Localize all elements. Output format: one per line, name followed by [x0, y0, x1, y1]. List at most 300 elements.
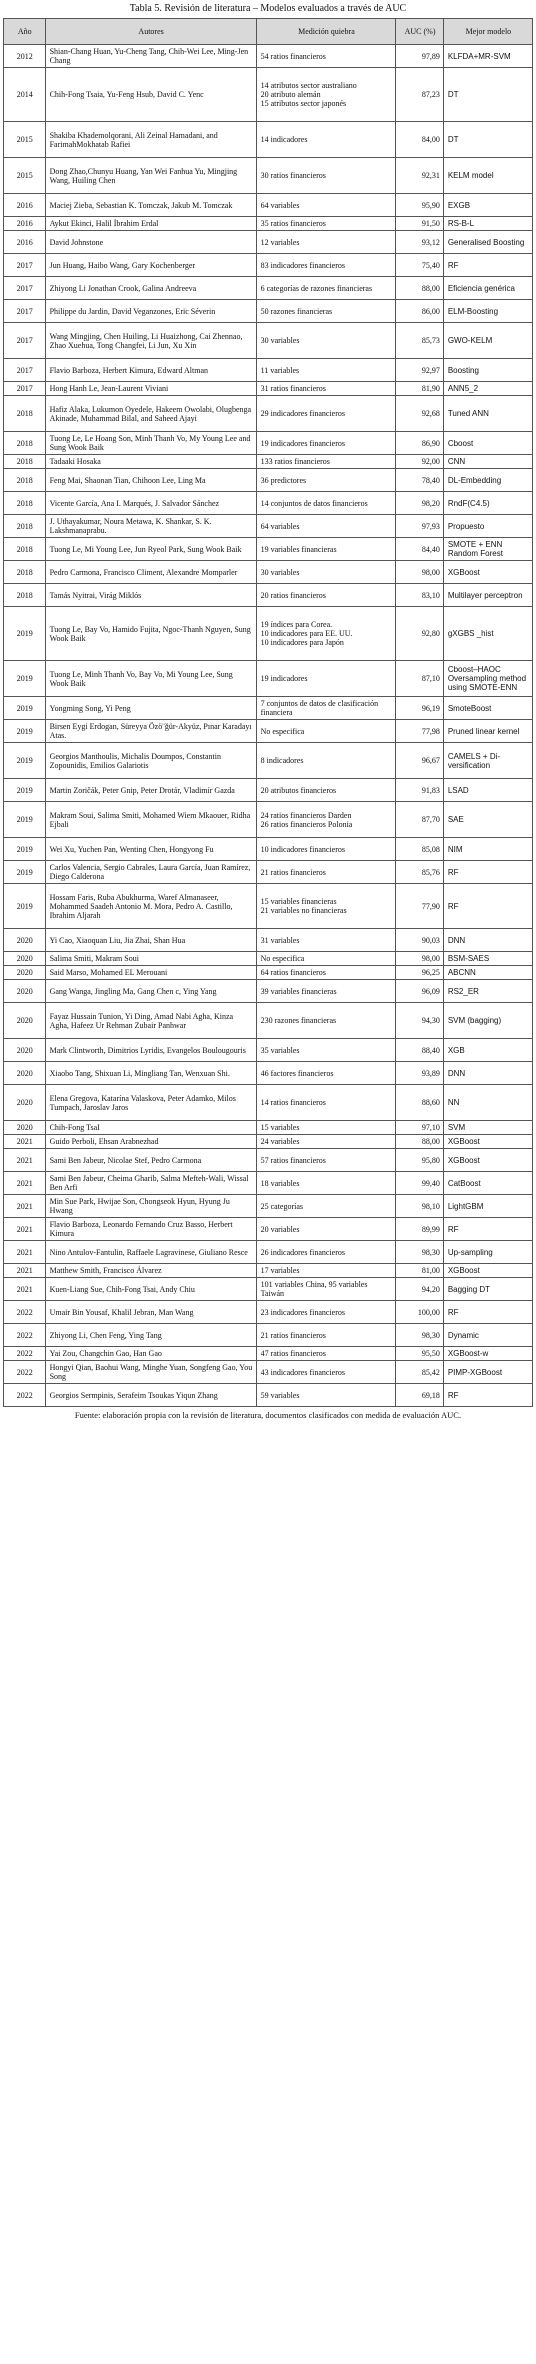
cell-auc: 98,00	[396, 952, 444, 966]
cell-model: Dynamic	[443, 1324, 532, 1347]
cell-year: 2018	[4, 432, 46, 455]
cell-auc: 93,89	[396, 1062, 444, 1085]
cell-authors: Matthew Smith, Francisco Álvarez	[45, 1264, 256, 1278]
table-row	[4, 469, 533, 492]
table-row	[4, 1324, 533, 1347]
cell-auc: 85,42	[396, 1361, 444, 1384]
cell-year: 2019	[4, 661, 46, 697]
cell-authors: David Johnstone	[45, 231, 256, 254]
cell-year: 2018	[4, 469, 46, 492]
cell-authors: Philippe du Jardin, David Veganzones, Eric Séverin	[45, 300, 256, 323]
cell-measure: 10 indicadores financieros	[256, 838, 396, 861]
cell-auc: 96,09	[396, 980, 444, 1003]
cell-model: Up-sampling	[443, 1241, 532, 1264]
cell-model: XGBoost	[443, 561, 532, 584]
cell-auc: 81,90	[396, 382, 444, 396]
cell-auc: 95,50	[396, 1347, 444, 1361]
cell-authors: Salima Smiti, Makram Soui	[45, 952, 256, 966]
cell-authors: Guido Perboli, Ehsan Arabnezhad	[45, 1135, 256, 1149]
cell-auc: 87,23	[396, 68, 444, 122]
cell-model: CNN	[443, 455, 532, 469]
cell-model: NN	[443, 1085, 532, 1121]
cell-model: EXGB	[443, 194, 532, 217]
cell-authors: Chih-Fong Tsaia, Yu-Feng Hsub, David C. Yenc	[45, 68, 256, 122]
cell-auc: 98,20	[396, 492, 444, 515]
cell-year: 2016	[4, 231, 46, 254]
cell-authors: Georgios Manthoulis, Michalis Doumpos, Constantin Zopounidis, Emilios Galariotis	[45, 743, 256, 779]
cell-measure: 19 variables financieras	[256, 538, 396, 561]
cell-authors: Flavio Barboza, Leonardo Fernando Cruz Basso, Herbert Kimura	[45, 1218, 256, 1241]
cell-measure: 133 ratios financieros	[256, 455, 396, 469]
cell-authors: Vicente García, Ana I. Marqués, J. Salvador Sánchez	[45, 492, 256, 515]
table-row	[4, 720, 533, 743]
cell-authors: Mark Clintworth, Dimitrios Lyridis, Evangelos Boulougouris	[45, 1039, 256, 1062]
table-row	[4, 1003, 533, 1039]
header-authors: Autores	[45, 19, 256, 45]
cell-year: 2015	[4, 158, 46, 194]
cell-measure: 19 indicadores	[256, 661, 396, 697]
cell-year: 2012	[4, 45, 46, 68]
cell-year: 2019	[4, 861, 46, 884]
cell-authors: Wei Xu, Yuchen Pan, Wenting Chen, Hongyong Fu	[45, 838, 256, 861]
cell-model: XGB	[443, 1039, 532, 1062]
cell-model: NIM	[443, 838, 532, 861]
cell-year: 2022	[4, 1361, 46, 1384]
cell-model: SmoteBoost	[443, 697, 532, 720]
cell-authors: Min Sue Park, Hwijae Son, Chongseok Hyun, Hyung Ju Hwang	[45, 1195, 256, 1218]
cell-measure: 59 variables	[256, 1384, 396, 1407]
table-footnote: Fuente: elaboración propia con la revisión de literatura, documentos clasificados con medida de evaluación AUC.	[74, 1410, 462, 1420]
table-row	[4, 1149, 533, 1172]
table-row	[4, 929, 533, 952]
cell-auc: 88,40	[396, 1039, 444, 1062]
cell-model: BSM-SAES	[443, 952, 532, 966]
table-row	[4, 1135, 533, 1149]
cell-year: 2020	[4, 952, 46, 966]
cell-auc: 83,10	[396, 584, 444, 607]
cell-year: 2020	[4, 1085, 46, 1121]
cell-auc: 91,50	[396, 217, 444, 231]
cell-auc: 88,60	[396, 1085, 444, 1121]
table-row	[4, 217, 533, 231]
table-row	[4, 492, 533, 515]
cell-auc: 84,40	[396, 538, 444, 561]
cell-auc: 86,00	[396, 300, 444, 323]
cell-model: Propuesto	[443, 515, 532, 538]
cell-auc: 92,80	[396, 607, 444, 661]
cell-model: ELM-Boosting	[443, 300, 532, 323]
cell-model: CAMELS + Di-versification	[443, 743, 532, 779]
cell-model: RF	[443, 1301, 532, 1324]
cell-year: 2018	[4, 492, 46, 515]
cell-authors: Tamás Nyitrai, Virág Miklós	[45, 584, 256, 607]
cell-model: RF	[443, 254, 532, 277]
cell-measure: 25 categorías	[256, 1195, 396, 1218]
cell-year: 2018	[4, 396, 46, 432]
table-row	[4, 1195, 533, 1218]
cell-auc: 98,00	[396, 561, 444, 584]
cell-measure: 29 indicadores financieros	[256, 396, 396, 432]
cell-auc: 100,00	[396, 1301, 444, 1324]
table-row	[4, 661, 533, 697]
cell-year: 2019	[4, 607, 46, 661]
cell-model: Pruned linear kernel	[443, 720, 532, 743]
cell-year: 2019	[4, 779, 46, 802]
cell-model: Cboost–HAOC Oversampling method using SMOTE-ENN	[443, 661, 532, 697]
cell-year: 2021	[4, 1135, 46, 1149]
table-row	[4, 194, 533, 217]
cell-model: DL-Embedding	[443, 469, 532, 492]
cell-authors: Shian-Chang Huan, Yu-Cheng Tang, Chih-Wei Lee, Ming-Jen Chang	[45, 45, 256, 68]
cell-year: 2021	[4, 1218, 46, 1241]
cell-year: 2018	[4, 561, 46, 584]
cell-measure: 14 ratios financieros	[256, 1085, 396, 1121]
cell-measure: 30 ratios financieros	[256, 158, 396, 194]
cell-model: DNN	[443, 929, 532, 952]
table-row	[4, 838, 533, 861]
cell-model: SMOTE + ENN Random Forest	[443, 538, 532, 561]
cell-year: 2020	[4, 980, 46, 1003]
cell-authors: Chih-Fong TsaI	[45, 1121, 256, 1135]
table-row	[4, 323, 533, 359]
cell-measure: 47 ratios financieros	[256, 1347, 396, 1361]
cell-authors: Tuong Le, Le Hoang Son, Minh Thanh Vo, My Young Lee and Sung Wook Baik	[45, 432, 256, 455]
cell-authors: Yai Zou, Changchin Gao, Han Gao	[45, 1347, 256, 1361]
table-row	[4, 802, 533, 838]
table-row	[4, 1121, 533, 1135]
cell-measure: 31 variables	[256, 929, 396, 952]
table-row	[4, 432, 533, 455]
cell-model: Multilayer perceptron	[443, 584, 532, 607]
cell-measure: 54 ratios financieros	[256, 45, 396, 68]
cell-auc: 87,70	[396, 802, 444, 838]
cell-measure: 30 variables	[256, 561, 396, 584]
table-row	[4, 1241, 533, 1264]
table-row	[4, 45, 533, 68]
cell-auc: 87,10	[396, 661, 444, 697]
cell-year: 2022	[4, 1324, 46, 1347]
cell-authors: Kuen-Liang Sue, Chih-Fong Tsai, Andy Chiu	[45, 1278, 256, 1301]
cell-measure: 46 factores financieros	[256, 1062, 396, 1085]
cell-auc: 85,08	[396, 838, 444, 861]
cell-auc: 93,12	[396, 231, 444, 254]
cell-authors: Pedro Carmona, Francisco Climent, Alexandre Momparler	[45, 561, 256, 584]
table-row	[4, 277, 533, 300]
cell-year: 2017	[4, 359, 46, 382]
cell-measure: 83 indicadores financieros	[256, 254, 396, 277]
cell-authors: Sami Ben Jabeur, Nicolae Stef, Pedro Carmona	[45, 1149, 256, 1172]
cell-measure: 31 ratios financieros	[256, 382, 396, 396]
cell-model: Generalised Boosting	[443, 231, 532, 254]
cell-model: RF	[443, 1384, 532, 1407]
cell-year: 2021	[4, 1264, 46, 1278]
cell-model: KELM model	[443, 158, 532, 194]
cell-measure: 64 ratios financieros	[256, 966, 396, 980]
cell-authors: Aykut Ekinci, Halil İbrahim Erdal	[45, 217, 256, 231]
table-row	[4, 584, 533, 607]
cell-measure: 19 índices para Corea. 10 indicadores para EE. UU. 10 indicadores para Japón	[256, 607, 396, 661]
table-row	[4, 561, 533, 584]
cell-year: 2021	[4, 1278, 46, 1301]
cell-model: Eficiencia genérica	[443, 277, 532, 300]
cell-year: 2022	[4, 1301, 46, 1324]
cell-model: Bagging DT	[443, 1278, 532, 1301]
cell-auc: 97,93	[396, 515, 444, 538]
table-row	[4, 1278, 533, 1301]
cell-model: DNN	[443, 1062, 532, 1085]
cell-measure: 39 variables financieras	[256, 980, 396, 1003]
table-row	[4, 1062, 533, 1085]
cell-year: 2022	[4, 1347, 46, 1361]
cell-auc: 96,25	[396, 966, 444, 980]
cell-authors: Tuong Le, Minh Thanh Vo, Bay Vo, Mi Young Lee, Sung Wook Baik	[45, 661, 256, 697]
cell-auc: 88,00	[396, 277, 444, 300]
table-row	[4, 122, 533, 158]
cell-auc: 77,90	[396, 884, 444, 929]
table-row	[4, 697, 533, 720]
table-row	[4, 68, 533, 122]
cell-auc: 86,90	[396, 432, 444, 455]
cell-authors: Elena Gregova, Katarína Valaskova, Peter Adamko, Milos Tumpach, Jaroslav Jaros	[45, 1085, 256, 1121]
cell-authors: Feng Mai, Shaonan Tian, Chihoon Lee, Ling Ma	[45, 469, 256, 492]
cell-measure: 20 atributos financieros	[256, 779, 396, 802]
cell-authors: Hafiz Alaka, Lukumon Oyedele, Hakeem Owolabi, Olugbenga Akinade, Muhammad Bilal, and Saheed Ajayi	[45, 396, 256, 432]
header-auc: AUC (%)	[396, 19, 444, 45]
cell-measure: 43 indicadores financieros	[256, 1361, 396, 1384]
table-caption: Tabla 5. Revisión de literatura – Modelos evaluados a través de AUC	[129, 3, 407, 14]
cell-model: Cboost	[443, 432, 532, 455]
cell-year: 2018	[4, 455, 46, 469]
cell-year: 2019	[4, 802, 46, 838]
cell-authors: Hong Hanh Le, Jean-Laurent Viviani	[45, 382, 256, 396]
cell-model: XGBoost	[443, 1264, 532, 1278]
table-row	[4, 455, 533, 469]
table-row	[4, 779, 533, 802]
cell-model: RF	[443, 1218, 532, 1241]
cell-measure: 64 variables	[256, 194, 396, 217]
cell-measure: 57 ratios financieros	[256, 1149, 396, 1172]
cell-measure: 23 indicadores financieros	[256, 1301, 396, 1324]
cell-model: CatBoost	[443, 1172, 532, 1195]
cell-auc: 84,00	[396, 122, 444, 158]
cell-model: PIMP-XGBoost	[443, 1361, 532, 1384]
cell-authors: Gang Wanga, Jingling Ma, Gang Chen c, Ying Yang	[45, 980, 256, 1003]
cell-measure: 35 ratios financieros	[256, 217, 396, 231]
cell-model: ABCNN	[443, 966, 532, 980]
cell-authors: Nino Antulov-Fantulin, Raffaele Lagravinese, Giuliano Resce	[45, 1241, 256, 1264]
cell-year: 2015	[4, 122, 46, 158]
cell-model: GWO-KELM	[443, 323, 532, 359]
cell-auc: 81,00	[396, 1264, 444, 1278]
cell-authors: Makram Soui, Salima Smiti, Mohamed Wiem Mkaouer, Ridha Ejbali	[45, 802, 256, 838]
cell-model: RndF(C4.5)	[443, 492, 532, 515]
cell-auc: 98,30	[396, 1324, 444, 1347]
table-row	[4, 1218, 533, 1241]
cell-model: SVM	[443, 1121, 532, 1135]
cell-measure: 17 variables	[256, 1264, 396, 1278]
table-row	[4, 607, 533, 661]
cell-measure: 14 atributos sector australiano 20 atributo alemán 15 atributos sector japonés	[256, 68, 396, 122]
cell-model: LSAD	[443, 779, 532, 802]
table-row	[4, 1039, 533, 1062]
cell-auc: 91,83	[396, 779, 444, 802]
table-row	[4, 396, 533, 432]
cell-year: 2019	[4, 697, 46, 720]
cell-year: 2021	[4, 1172, 46, 1195]
cell-authors: Hossam Faris, Ruba Abukhurma, Waref Almanaseer, Mohammed Saadeh Antonio M. Mora, Pedro A. Castillo, Ibrahim Aljarah	[45, 884, 256, 929]
table-row	[4, 980, 533, 1003]
table-row	[4, 1264, 533, 1278]
cell-auc: 96,67	[396, 743, 444, 779]
cell-year: 2019	[4, 743, 46, 779]
cell-authors: Flavio Barboza, Herbert Kimura, Edward Altman	[45, 359, 256, 382]
table-row	[4, 743, 533, 779]
cell-model: RS2_ER	[443, 980, 532, 1003]
cell-measure: 26 indicadores financieros	[256, 1241, 396, 1264]
cell-year: 2016	[4, 217, 46, 231]
cell-auc: 98,10	[396, 1195, 444, 1218]
cell-year: 2021	[4, 1195, 46, 1218]
cell-authors: Georgios Sermpinis, Serafeim Tsoukas Yiqun Zhang	[45, 1384, 256, 1407]
cell-authors: J. Uthayakumar, Noura Metawa, K. Shankar, S. K. Lakshmanaprabu.	[45, 515, 256, 538]
cell-measure: 24 variables	[256, 1135, 396, 1149]
cell-authors: Jun Huang, Haibo Wang, Gary Kochenberger	[45, 254, 256, 277]
cell-auc: 92,00	[396, 455, 444, 469]
table-row	[4, 254, 533, 277]
table-row	[4, 382, 533, 396]
cell-model: RF	[443, 884, 532, 929]
cell-authors: Yongming Song, Yi Peng	[45, 697, 256, 720]
cell-measure: 230 razones financieras	[256, 1003, 396, 1039]
table-row	[4, 966, 533, 980]
table-row	[4, 231, 533, 254]
cell-model: ANN5_2	[443, 382, 532, 396]
cell-authors: Zhiyong Li, Chen Feng, Ying Tang	[45, 1324, 256, 1347]
cell-authors: Wang Mingjing, Chen Huiling, Li Huaizhong, Cai Zhennao, Zhao Xuehua, Tong Changfei, Li Jun, Xu Xin	[45, 323, 256, 359]
cell-auc: 95,90	[396, 194, 444, 217]
cell-measure: 15 variables financieras 21 variables no financieras	[256, 884, 396, 929]
table-row	[4, 1301, 533, 1324]
cell-year: 2020	[4, 1062, 46, 1085]
cell-authors: Zhiyong Li Jonathan Crook, Galina Andreeva	[45, 277, 256, 300]
cell-auc: 95,80	[396, 1149, 444, 1172]
table-header-row	[4, 19, 533, 45]
cell-year: 2021	[4, 1241, 46, 1264]
cell-year: 2019	[4, 838, 46, 861]
cell-authors: Martin Zoričák, Peter Gnip, Peter Drotár, Vladimír Gazda	[45, 779, 256, 802]
cell-model: Boosting	[443, 359, 532, 382]
cell-year: 2017	[4, 382, 46, 396]
table-row	[4, 359, 533, 382]
cell-measure: 19 indicadores financieros	[256, 432, 396, 455]
cell-model: LightGBM	[443, 1195, 532, 1218]
cell-measure: 8 indicadores	[256, 743, 396, 779]
header-model: Mejor modelo	[443, 19, 532, 45]
cell-auc: 94,30	[396, 1003, 444, 1039]
cell-auc: 98,30	[396, 1241, 444, 1264]
cell-year: 2016	[4, 194, 46, 217]
cell-authors: Maciej Zieba, Sebastian K. Tomczak, Jakub M. Tomczak	[45, 194, 256, 217]
cell-authors: Tuong Le, Bay Vo, Hamido Fujita, Ngoc-Thanh Nguyen, Sung Wook Baik	[45, 607, 256, 661]
cell-year: 2020	[4, 966, 46, 980]
cell-auc: 77,98	[396, 720, 444, 743]
cell-authors: Yi Cao, Xiaoquan Liu, Jia Zhai, Shan Hua	[45, 929, 256, 952]
cell-year: 2017	[4, 254, 46, 277]
cell-measure: 15 variables	[256, 1121, 396, 1135]
cell-authors: Shakiba Khademolqorani, Ali Zeinal Hamadani, and FarimahMokhatab Rafiei	[45, 122, 256, 158]
cell-measure: 35 variables	[256, 1039, 396, 1062]
cell-measure: 12 variables	[256, 231, 396, 254]
cell-measure: 18 variables	[256, 1172, 396, 1195]
cell-measure: 11 variables	[256, 359, 396, 382]
cell-measure: No especifica	[256, 720, 396, 743]
cell-model: DT	[443, 122, 532, 158]
cell-authors: Dong Zhao,Chunyu Huang, Yan Wei Fanhua Yu, Mingjing Wang, Huiling Chen	[45, 158, 256, 194]
cell-auc: 97,89	[396, 45, 444, 68]
cell-model: SVM (bagging)	[443, 1003, 532, 1039]
cell-measure: 64 variables	[256, 515, 396, 538]
cell-year: 2020	[4, 1039, 46, 1062]
cell-model: XGBoost	[443, 1149, 532, 1172]
cell-year: 2018	[4, 538, 46, 561]
cell-measure: 30 variables	[256, 323, 396, 359]
header-measure: Medición quiebra	[256, 19, 396, 45]
cell-year: 2014	[4, 68, 46, 122]
cell-measure: 6 categorías de razones financieras	[256, 277, 396, 300]
cell-auc: 75,40	[396, 254, 444, 277]
cell-measure: 101 variables China, 95 variables Taiwán	[256, 1278, 396, 1301]
cell-authors: Hongyi Qian, Baohui Wang, Minghe Yuan, Songfeng Gao, You Song	[45, 1361, 256, 1384]
table-row	[4, 884, 533, 929]
cell-year: 2021	[4, 1149, 46, 1172]
cell-auc: 89,99	[396, 1218, 444, 1241]
cell-auc: 78,40	[396, 469, 444, 492]
cell-measure: 14 conjuntos de datos financieros	[256, 492, 396, 515]
cell-auc: 90,03	[396, 929, 444, 952]
table-row	[4, 861, 533, 884]
cell-model: XGBoost	[443, 1135, 532, 1149]
table-row	[4, 1384, 533, 1407]
cell-year: 2019	[4, 720, 46, 743]
cell-authors: Tuong Le, Mi Young Lee, Jun Ryeol Park, Sung Wook Baik	[45, 538, 256, 561]
cell-auc: 69,18	[396, 1384, 444, 1407]
table-row	[4, 538, 533, 561]
cell-auc: 92,68	[396, 396, 444, 432]
cell-authors: Sami Ben Jabeur, Cheima Gharib, Salma Mefteh-Wali, Wissal Ben Arfi	[45, 1172, 256, 1195]
table-row	[4, 158, 533, 194]
table-row	[4, 1361, 533, 1384]
cell-year: 2017	[4, 300, 46, 323]
cell-auc: 92,97	[396, 359, 444, 382]
cell-measure: 21 ratios financieros	[256, 1324, 396, 1347]
cell-year: 2017	[4, 323, 46, 359]
cell-year: 2019	[4, 884, 46, 929]
cell-model: gXGBS _hist	[443, 607, 532, 661]
table-row	[4, 300, 533, 323]
cell-measure: 50 razones financieras	[256, 300, 396, 323]
cell-year: 2018	[4, 584, 46, 607]
cell-authors: Xiaobo Tang, Shixuan Li, Mingliang Tan, Wenxuan Shi.	[45, 1062, 256, 1085]
cell-model: RS-B-L	[443, 217, 532, 231]
table-row	[4, 1085, 533, 1121]
cell-authors: Carlos Valencia, Sergio Cabrales, Laura García, Juan Ramírez, Diego Calderona	[45, 861, 256, 884]
cell-auc: 85,73	[396, 323, 444, 359]
cell-year: 2017	[4, 277, 46, 300]
cell-auc: 99,40	[396, 1172, 444, 1195]
cell-model: RF	[443, 861, 532, 884]
table-row	[4, 1347, 533, 1361]
cell-auc: 94,20	[396, 1278, 444, 1301]
